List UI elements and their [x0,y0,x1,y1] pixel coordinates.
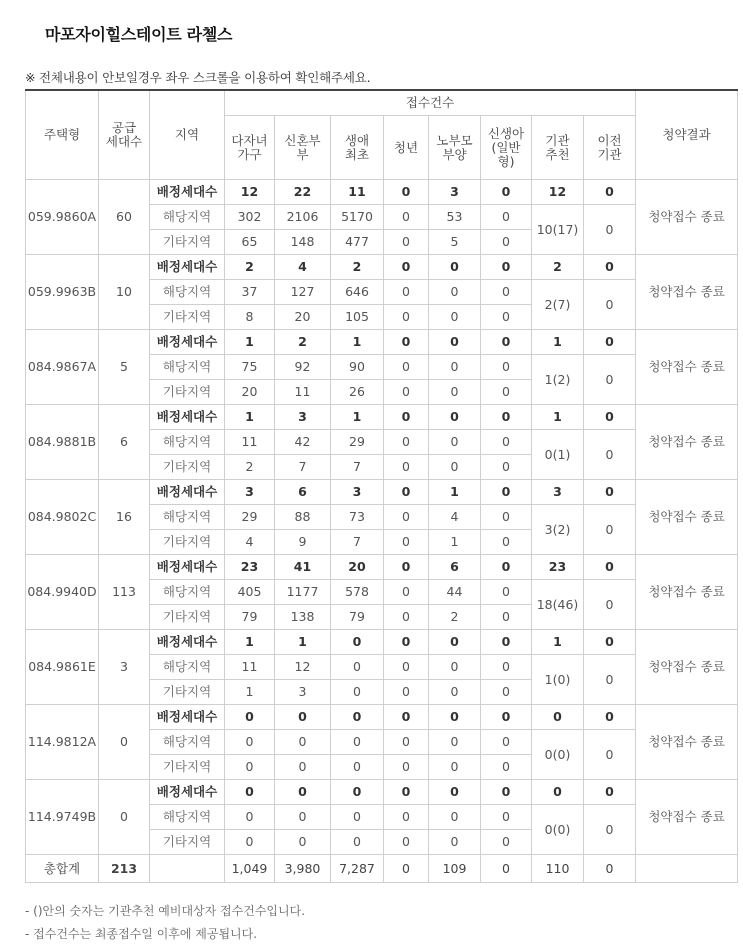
housing-type: 114.9812A [26,705,99,780]
row-label-local: 해당지역 [150,355,225,380]
allocated-value: 22 [275,180,331,205]
other-value: 0 [481,605,532,630]
allocated-value: 0 [384,780,429,805]
allocated-value: 23 [225,555,275,580]
allocated-value: 0 [481,705,532,730]
other-value: 148 [275,230,331,255]
housing-type: 084.9802C [26,480,99,555]
other-value: 65 [225,230,275,255]
allocated-value: 41 [275,555,331,580]
scroll-notice: ※ 전체내용이 안보일경우 좌우 스크롤을 이용하여 확인해주세요. [25,70,371,85]
supply-count: 10 [99,255,150,330]
other-value: 0 [481,380,532,405]
local-value: 88 [275,505,331,530]
supply-count: 6 [99,405,150,480]
institution-received: 1(2) [532,355,584,405]
local-value: 0 [384,805,429,830]
institution-received: 0(1) [532,430,584,480]
allocated-value: 0 [481,255,532,280]
allocated-value: 0 [584,630,636,655]
other-value: 0 [331,830,384,855]
local-value: 0 [275,805,331,830]
supply-count: 16 [99,480,150,555]
allocated-value: 0 [225,780,275,805]
row-label-local: 해당지역 [150,805,225,830]
header-elderly: 노부모 부양 [429,116,481,180]
allocated-value: 0 [384,405,429,430]
housing-type: 084.9940D [26,555,99,630]
allocated-value: 3 [532,480,584,505]
header-youth: 청년 [384,116,429,180]
allocated-value: 0 [384,255,429,280]
local-value: 0 [429,430,481,455]
row-label-local: 해당지역 [150,730,225,755]
local-value: 0 [481,655,532,680]
row-label-local: 해당지역 [150,655,225,680]
allocated-value: 0 [584,330,636,355]
allocated-value: 11 [331,180,384,205]
allocated-value: 0 [584,555,636,580]
local-value: 0 [384,655,429,680]
local-value: 0 [384,280,429,305]
other-value: 105 [331,305,384,330]
header-type: 주택형 [26,90,99,180]
local-value: 0 [384,355,429,380]
page-title: 마포자이힐스테이트 라첼스 [45,25,233,44]
allocated-value: 2 [225,255,275,280]
other-value: 0 [481,305,532,330]
table-row [26,555,738,580]
other-value: 8 [225,305,275,330]
header-supply: 공급 세대수 [99,90,150,180]
local-value: 11 [225,655,275,680]
table-row [26,705,738,730]
institution-received: 18(46) [532,580,584,630]
allocated-value: 0 [429,705,481,730]
row-label-other: 기타지역 [150,305,225,330]
table-row [26,630,738,655]
other-value: 7 [331,530,384,555]
allocated-value: 0 [384,555,429,580]
row-label-allocated: 배정세대수 [150,405,225,430]
row-label-other: 기타지역 [150,830,225,855]
row-label-allocated: 배정세대수 [150,180,225,205]
table-row [26,780,738,805]
relocated-received: 0 [584,730,636,780]
table-row [26,405,738,430]
other-value: 0 [331,680,384,705]
other-value: 0 [481,680,532,705]
allocated-value: 1 [225,405,275,430]
local-value: 0 [331,655,384,680]
relocated-received: 0 [584,580,636,630]
row-label-local: 해당지역 [150,430,225,455]
local-value: 0 [331,730,384,755]
other-value: 0 [225,755,275,780]
relocated-received: 0 [584,280,636,330]
allocated-value: 0 [429,780,481,805]
local-value: 0 [429,730,481,755]
housing-type: 084.9861E [26,630,99,705]
header-result: 청약결과 [636,90,738,180]
local-value: 0 [384,205,429,230]
allocated-value: 0 [384,705,429,730]
allocated-value: 20 [331,555,384,580]
allocated-value: 0 [429,405,481,430]
allocated-value: 1 [225,630,275,655]
supply-count: 60 [99,180,150,255]
allocated-value: 0 [584,705,636,730]
allocated-value: 6 [275,480,331,505]
supply-count: 113 [99,555,150,630]
allocated-value: 1 [331,405,384,430]
header-first-time: 생애 최초 [331,116,384,180]
local-value: 0 [429,355,481,380]
other-value: 26 [331,380,384,405]
allocated-value: 2 [331,255,384,280]
allocated-value: 3 [429,180,481,205]
local-value: 42 [275,430,331,455]
relocated-received: 0 [584,355,636,405]
allocated-value: 12 [532,180,584,205]
local-value: 29 [225,505,275,530]
local-value: 29 [331,430,384,455]
institution-received: 2(7) [532,280,584,330]
local-value: 53 [429,205,481,230]
result-status: 청약접수 종료 [636,330,738,405]
total-value: 7,287 [331,855,384,883]
local-value: 2106 [275,205,331,230]
other-value: 2 [429,605,481,630]
row-label-other: 기타지역 [150,230,225,255]
other-value: 0 [275,755,331,780]
local-value: 92 [275,355,331,380]
relocated-received: 0 [584,805,636,855]
local-value: 405 [225,580,275,605]
local-value: 0 [481,730,532,755]
table-row [26,480,738,505]
other-value: 0 [481,455,532,480]
allocated-value: 23 [532,555,584,580]
local-value: 0 [481,280,532,305]
local-value: 0 [481,430,532,455]
total-value: 0 [481,855,532,883]
total-value: 0 [384,855,429,883]
header-newlywed: 신혼부 부 [275,116,331,180]
local-value: 5170 [331,205,384,230]
allocated-value: 0 [429,255,481,280]
other-value: 20 [225,380,275,405]
local-value: 646 [331,280,384,305]
allocated-value: 0 [384,480,429,505]
result-status: 청약접수 종료 [636,405,738,480]
other-value: 0 [429,755,481,780]
allocated-value: 1 [275,630,331,655]
local-value: 0 [384,730,429,755]
housing-type: 114.9749B [26,780,99,855]
other-value: 11 [275,380,331,405]
row-label-allocated: 배정세대수 [150,480,225,505]
subscription-table [25,89,738,883]
total-row [26,855,738,883]
table-row [26,330,738,355]
allocated-value: 3 [225,480,275,505]
header-relocated: 이전 기관 [584,116,636,180]
relocated-received: 0 [584,430,636,480]
allocated-value: 3 [275,405,331,430]
other-value: 1 [225,680,275,705]
row-label-other: 기타지역 [150,680,225,705]
supply-count: 0 [99,705,150,780]
other-value: 0 [331,755,384,780]
other-value: 79 [331,605,384,630]
local-value: 44 [429,580,481,605]
total-value: 0 [584,855,636,883]
header-received: 접수건수 [225,90,636,116]
header-institution: 기관 추천 [532,116,584,180]
row-label-other: 기타지역 [150,755,225,780]
allocated-value: 0 [275,780,331,805]
row-label-other: 기타지역 [150,605,225,630]
local-value: 0 [481,805,532,830]
result-status: 청약접수 종료 [636,780,738,855]
allocated-value: 0 [584,780,636,805]
local-value: 127 [275,280,331,305]
row-label-allocated: 배정세대수 [150,780,225,805]
allocated-value: 0 [481,180,532,205]
other-value: 0 [429,830,481,855]
row-label-other: 기타지역 [150,380,225,405]
allocated-value: 0 [584,180,636,205]
allocated-value: 6 [429,555,481,580]
institution-received: 10(17) [532,205,584,255]
institution-received: 0(0) [532,805,584,855]
result-status: 청약접수 종료 [636,180,738,255]
allocated-value: 1 [532,405,584,430]
allocated-value: 0 [331,705,384,730]
other-value: 0 [384,530,429,555]
allocated-value: 0 [481,555,532,580]
institution-received: 3(2) [532,505,584,555]
other-value: 2 [225,455,275,480]
other-value: 0 [275,830,331,855]
allocated-value: 0 [331,780,384,805]
header-multi-child: 다자녀 가구 [225,116,275,180]
result-status: 청약접수 종료 [636,705,738,780]
result-status: 청약접수 종료 [636,255,738,330]
allocated-value: 0 [429,630,481,655]
local-value: 75 [225,355,275,380]
other-value: 0 [429,380,481,405]
local-value: 0 [481,505,532,530]
total-value: 1,049 [225,855,275,883]
local-value: 11 [225,430,275,455]
local-value: 0 [481,355,532,380]
total-supply: 213 [99,855,150,883]
other-value: 0 [384,680,429,705]
other-value: 79 [225,605,275,630]
table-row [26,180,738,205]
table-row [26,255,738,280]
allocated-value: 1 [532,630,584,655]
other-value: 0 [429,455,481,480]
row-label-allocated: 배정세대수 [150,555,225,580]
result-status: 청약접수 종료 [636,555,738,630]
local-value: 90 [331,355,384,380]
local-value: 0 [429,655,481,680]
allocated-value: 0 [384,630,429,655]
supply-count: 3 [99,630,150,705]
other-value: 4 [225,530,275,555]
other-value: 5 [429,230,481,255]
other-value: 0 [429,305,481,330]
other-value: 1 [429,530,481,555]
housing-type: 059.9963B [26,255,99,330]
allocated-value: 0 [429,330,481,355]
other-value: 0 [225,830,275,855]
local-value: 0 [384,505,429,530]
row-label-allocated: 배정세대수 [150,330,225,355]
local-value: 0 [384,430,429,455]
other-value: 0 [384,455,429,480]
allocated-value: 1 [532,330,584,355]
relocated-received: 0 [584,655,636,705]
result-status: 청약접수 종료 [636,480,738,555]
result-status: 청약접수 종료 [636,630,738,705]
other-value: 0 [429,680,481,705]
allocated-value: 0 [275,705,331,730]
allocated-value: 2 [275,330,331,355]
institution-received: 1(0) [532,655,584,705]
row-label-other: 기타지역 [150,455,225,480]
total-label: 총합계 [26,855,99,883]
local-value: 302 [225,205,275,230]
allocated-value: 0 [481,480,532,505]
local-value: 0 [331,805,384,830]
local-value: 12 [275,655,331,680]
allocated-value: 0 [481,405,532,430]
other-value: 0 [384,755,429,780]
local-value: 73 [331,505,384,530]
allocated-value: 0 [532,780,584,805]
footnote-2: - 접수건수는 최종접수일 이후에 제공됩니다. [25,927,258,941]
allocated-value: 0 [481,630,532,655]
allocated-value: 2 [532,255,584,280]
institution-received: 0(0) [532,730,584,780]
allocated-value: 0 [384,180,429,205]
total-value: 110 [532,855,584,883]
allocated-value: 0 [532,705,584,730]
footnote-1: - ()안의 숫자는 기관추천 예비대상자 접수건수입니다. [25,904,306,918]
local-value: 0 [275,730,331,755]
other-value: 0 [384,380,429,405]
other-value: 0 [481,530,532,555]
allocated-value: 1 [429,480,481,505]
row-label-local: 해당지역 [150,205,225,230]
local-value: 0 [481,580,532,605]
header-region: 지역 [150,90,225,180]
local-value: 1177 [275,580,331,605]
local-value: 0 [429,280,481,305]
local-value: 4 [429,505,481,530]
other-value: 0 [384,230,429,255]
allocated-value: 0 [331,630,384,655]
allocated-value: 0 [584,405,636,430]
allocated-value: 1 [225,330,275,355]
relocated-received: 0 [584,205,636,255]
allocated-value: 0 [481,780,532,805]
local-value: 0 [225,730,275,755]
other-value: 9 [275,530,331,555]
allocated-value: 0 [225,705,275,730]
supply-count: 0 [99,780,150,855]
other-value: 0 [384,305,429,330]
local-value: 578 [331,580,384,605]
other-value: 0 [384,605,429,630]
other-value: 0 [481,230,532,255]
row-label-allocated: 배정세대수 [150,630,225,655]
allocated-value: 3 [331,480,384,505]
total-region-empty [150,855,225,883]
allocated-value: 0 [584,480,636,505]
allocated-value: 1 [331,330,384,355]
supply-count: 5 [99,330,150,405]
other-value: 0 [481,755,532,780]
other-value: 7 [275,455,331,480]
row-label-local: 해당지역 [150,505,225,530]
allocated-value: 4 [275,255,331,280]
allocated-value: 0 [481,330,532,355]
other-value: 7 [331,455,384,480]
other-value: 20 [275,305,331,330]
allocated-value: 0 [384,330,429,355]
total-value: 109 [429,855,481,883]
allocated-value: 0 [584,255,636,280]
allocated-value: 12 [225,180,275,205]
relocated-received: 0 [584,505,636,555]
row-label-local: 해당지역 [150,280,225,305]
local-value: 0 [481,205,532,230]
local-value: 0 [384,580,429,605]
other-value: 3 [275,680,331,705]
local-value: 0 [225,805,275,830]
other-value: 0 [384,830,429,855]
housing-type: 084.9881B [26,405,99,480]
header-newborn: 신생아 (일반 형) [481,116,532,180]
housing-type: 084.9867A [26,330,99,405]
row-label-other: 기타지역 [150,530,225,555]
local-value: 0 [429,805,481,830]
other-value: 0 [481,830,532,855]
local-value: 37 [225,280,275,305]
housing-type: 059.9860A [26,180,99,255]
total-result-empty [636,855,738,883]
other-value: 477 [331,230,384,255]
row-label-local: 해당지역 [150,580,225,605]
other-value: 138 [275,605,331,630]
row-label-allocated: 배정세대수 [150,255,225,280]
total-value: 3,980 [275,855,331,883]
row-label-allocated: 배정세대수 [150,705,225,730]
